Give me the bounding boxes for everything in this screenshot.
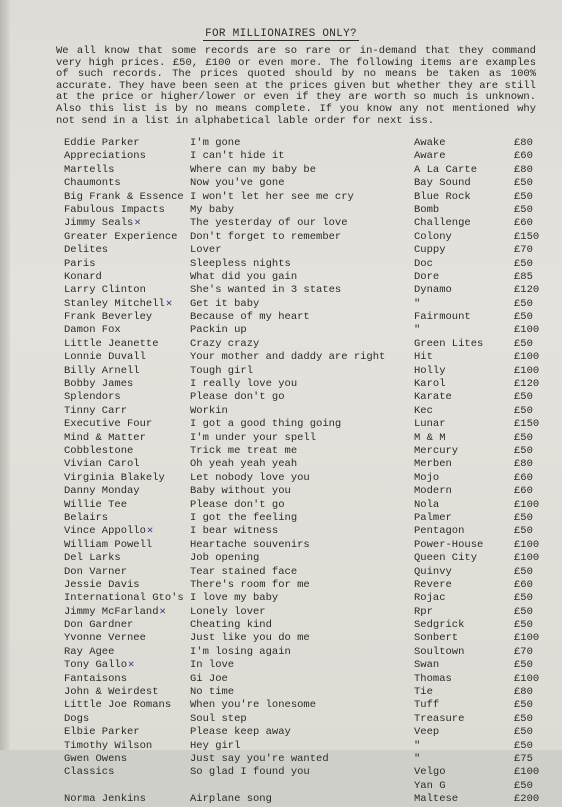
record-artist: Don Varner	[64, 565, 128, 578]
record-row	[0, 458, 562, 471]
record-label: "	[414, 752, 421, 765]
record-title: When you're lonesome	[190, 699, 317, 712]
pen-mark: ✕	[128, 659, 135, 672]
record-price: £60	[514, 150, 533, 163]
record-price: £80	[514, 163, 533, 176]
record-price: £50	[514, 511, 533, 524]
record-price: £85	[514, 270, 533, 283]
record-artist: Classics	[64, 766, 115, 779]
record-row	[0, 552, 562, 565]
record-artist: Big Frank & Essence	[64, 190, 184, 203]
record-artist: Bobby James	[64, 378, 134, 391]
record-price: £80	[514, 686, 533, 699]
record-title: Lonely lover	[190, 605, 266, 618]
record-artist	[64, 525, 153, 538]
record-price: £100	[514, 324, 540, 337]
record-title: Gi Joe	[190, 672, 228, 685]
record-row	[0, 740, 562, 753]
record-price: £100	[514, 672, 540, 685]
record-row	[0, 298, 562, 311]
record-title: Please don't go	[190, 498, 285, 511]
record-artist: Belairs	[64, 511, 109, 524]
record-price: £50	[514, 311, 533, 324]
record-title: Baby without you	[190, 485, 291, 498]
record-price: £100	[514, 538, 540, 551]
record-row	[0, 485, 562, 498]
record-label: Tie	[414, 686, 433, 699]
record-title: Let nobody love you	[190, 471, 310, 484]
record-price: £100	[514, 766, 540, 779]
record-row	[0, 164, 562, 177]
record-price: £50	[514, 605, 533, 618]
record-title: The yesterday of our love	[190, 217, 348, 230]
record-title: Now you've gone	[190, 177, 285, 190]
record-artist: Paris	[64, 257, 96, 270]
record-label: Pentagon	[414, 525, 465, 538]
record-title: What did you gain	[190, 270, 298, 283]
record-label: M & M	[414, 431, 446, 444]
record-row	[0, 780, 562, 793]
record-label: Power-House	[414, 538, 484, 551]
record-price: £70	[514, 244, 533, 257]
record-price: £120	[514, 284, 540, 297]
record-artist: Fantaisons	[64, 672, 128, 685]
record-row	[0, 632, 562, 645]
record-artist	[64, 298, 172, 311]
record-row	[0, 686, 562, 699]
record-row	[0, 472, 562, 485]
record-label: Colony	[414, 230, 452, 243]
record-label: Maltese	[414, 793, 459, 806]
record-artist: International Gto's	[64, 592, 184, 605]
record-row	[0, 592, 562, 605]
record-row	[0, 191, 562, 204]
record-title: Just like you do me	[190, 632, 310, 645]
record-label: Nola	[414, 498, 440, 511]
record-row	[0, 244, 562, 257]
record-row	[0, 311, 562, 324]
record-title: Your mother and daddy are right	[190, 351, 386, 364]
record-row	[0, 338, 562, 351]
record-row	[0, 351, 562, 364]
record-artist: Don Gardner	[64, 619, 134, 632]
record-artist: Executive Four	[64, 418, 153, 431]
record-label: Karate	[414, 391, 452, 404]
record-price: £50	[514, 659, 533, 672]
record-title: Packin up	[190, 324, 247, 337]
record-label: Swan	[414, 659, 440, 672]
record-row	[0, 231, 562, 244]
record-title: I got a good thing going	[190, 418, 342, 431]
record-row	[0, 324, 562, 337]
record-label: Queen City	[414, 552, 478, 565]
record-row	[0, 137, 562, 150]
record-row	[0, 713, 562, 726]
record-price: £50	[514, 203, 533, 216]
record-row	[0, 539, 562, 552]
record-label: "	[414, 297, 421, 310]
record-label: Rojac	[414, 592, 446, 605]
intro-paragraph	[56, 46, 536, 127]
record-artist: Elbie Parker	[64, 726, 140, 739]
record-title: Soul step	[190, 712, 247, 725]
record-label: Green Lites	[414, 337, 484, 350]
record-label: Challenge	[414, 217, 471, 230]
record-artist: Larry Clinton	[64, 284, 146, 297]
record-title: Get it baby	[190, 297, 260, 310]
record-artist: Little Joe Romans	[64, 699, 172, 712]
record-row	[0, 258, 562, 271]
record-artist: Mind & Matter	[64, 431, 146, 444]
record-label: Holly	[414, 364, 446, 377]
record-label: Quinvy	[414, 565, 452, 578]
record-artist: Martells	[64, 163, 115, 176]
record-label: Tuff	[414, 699, 440, 712]
record-label: Doc	[414, 257, 433, 270]
record-label: Cuppy	[414, 244, 446, 257]
record-row	[0, 432, 562, 445]
document-title	[0, 28, 562, 40]
record-title: Tough girl	[190, 364, 254, 377]
record-title: Sleepless nights	[190, 257, 291, 270]
record-price: £50	[514, 565, 533, 578]
record-row	[0, 217, 562, 230]
record-row	[0, 271, 562, 284]
record-title: Workin	[190, 404, 228, 417]
record-artist	[64, 659, 134, 672]
record-title: I got the feeling	[190, 511, 298, 524]
record-price: £150	[514, 230, 540, 243]
record-price: £50	[514, 177, 533, 190]
record-title: She's wanted in 3 states	[190, 284, 342, 297]
record-row	[0, 726, 562, 739]
record-price: £80	[514, 458, 533, 471]
record-title: Crazy crazy	[190, 337, 260, 350]
record-artist: Vivian Carol	[64, 458, 140, 471]
record-artist: Damon Fox	[64, 324, 121, 337]
record-label: Dore	[414, 270, 440, 283]
record-title: Lover	[190, 244, 222, 257]
record-label: Karol	[414, 378, 446, 391]
record-artist-name: Tony Gallo	[64, 659, 128, 672]
record-title: I bear witness	[190, 525, 279, 538]
record-price: £60	[514, 471, 533, 484]
record-artist: Tinny Carr	[64, 404, 128, 417]
record-artist-name: Vince Appollo	[64, 525, 146, 538]
record-price: £50	[514, 726, 533, 739]
record-price: £50	[514, 337, 533, 350]
record-price: £75	[514, 752, 533, 765]
record-label: A La Carte	[414, 163, 478, 176]
record-row	[0, 445, 562, 458]
record-artist: John & Weirdest	[64, 686, 159, 699]
record-title: I can't hide it	[190, 150, 285, 163]
record-label: Kec	[414, 404, 433, 417]
record-artist: Frank Beverley	[64, 311, 153, 324]
record-label: Lunar	[414, 418, 446, 431]
record-title: I'm under your spell	[190, 431, 317, 444]
record-row	[0, 391, 562, 404]
record-artist: Fabulous Impacts	[64, 203, 165, 216]
record-label: Sedgrick	[414, 619, 465, 632]
intro-text: We all know that some records are so rare or in-demand that they command very high prices. £50, £100 or even more. The following items are examples of such records. The prices quoted should by no means be taken as 100% accurate. They have been seen at the prices given but whether they are still at the price or higher/lower or even if they are worth so much is unknown. Also this list is by no means complete. If you know any not mentioned why not send in a list in alphabetical lable order for next iss.	[56, 45, 536, 127]
record-price: £50	[514, 190, 533, 203]
record-price: £50	[514, 619, 533, 632]
record-price: £50	[514, 525, 533, 538]
record-artist	[64, 217, 141, 230]
pen-mark: ✕	[146, 525, 154, 538]
record-title: Trick me treat me	[190, 444, 298, 457]
record-title: Just say you're wanted	[190, 752, 329, 765]
record-label: Yan G	[414, 779, 446, 792]
record-title: Oh yeah yeah yeah	[190, 458, 298, 471]
record-artist: Appreciations	[64, 150, 146, 163]
record-row	[0, 378, 562, 391]
record-title: I'm gone	[190, 137, 241, 149]
record-artist: Eddie Parker	[64, 137, 140, 149]
pen-mark: ✕	[159, 605, 166, 618]
record-artist: Konard	[64, 270, 102, 283]
record-row	[0, 566, 562, 579]
record-title: Tear stained face	[190, 565, 298, 578]
record-price: £50	[514, 592, 533, 605]
record-title: So glad I found you	[190, 766, 310, 779]
record-label: Soultown	[414, 645, 465, 658]
record-title: Don't forget to remember	[190, 230, 342, 243]
record-row	[0, 525, 562, 538]
pen-mark: ✕	[165, 297, 173, 310]
record-price: £120	[514, 378, 540, 391]
pen-mark: ✕	[134, 217, 141, 230]
record-artist: Virginia Blakely	[64, 471, 165, 484]
record-label: Treasure	[414, 712, 465, 725]
record-artist: Ray Agee	[64, 645, 115, 658]
record-label: Merben	[414, 458, 452, 471]
record-row	[0, 619, 562, 632]
record-row	[0, 646, 562, 659]
record-artist: Jessie Davis	[64, 578, 140, 591]
record-price: £50	[514, 444, 533, 457]
record-artist: Dogs	[64, 712, 90, 725]
record-row	[0, 766, 562, 779]
record-label: Hit	[414, 351, 433, 364]
record-row	[0, 753, 562, 766]
record-title: Because of my heart	[190, 311, 310, 324]
record-title: Hey girl	[190, 739, 241, 752]
record-row	[0, 405, 562, 418]
record-label: Mercury	[414, 444, 459, 457]
record-price: £50	[514, 739, 533, 752]
record-title: In love	[190, 659, 235, 672]
record-artist: Willie Tee	[64, 498, 128, 511]
record-artist: Delites	[64, 244, 109, 257]
record-price: £50	[514, 404, 533, 417]
record-price: £80	[514, 137, 533, 149]
record-label: Dynamo	[414, 284, 452, 297]
record-row	[0, 512, 562, 525]
record-row	[0, 579, 562, 592]
record-title: I love my baby	[190, 592, 279, 605]
record-price: £50	[514, 257, 533, 270]
record-price: £100	[514, 632, 540, 645]
record-artist: Gwen Owens	[64, 752, 128, 765]
record-artist: Greater Experience	[64, 230, 178, 243]
record-title: Please keep away	[190, 726, 291, 739]
record-label: "	[414, 739, 421, 752]
record-row	[0, 499, 562, 512]
record-label: Veep	[414, 726, 440, 739]
record-artist: Billy Arnell	[64, 364, 140, 377]
record-label: Bay Sound	[414, 177, 471, 190]
record-title: Heartache souvenirs	[190, 538, 310, 551]
record-label: Velgo	[414, 766, 446, 779]
record-label: Thomas	[414, 672, 452, 685]
record-artist	[64, 606, 166, 619]
record-price: £200	[514, 793, 540, 806]
record-price: £70	[514, 645, 533, 658]
record-title: My baby	[190, 203, 235, 216]
record-label: Modern	[414, 485, 452, 498]
record-price: £50	[514, 699, 533, 712]
record-price: £100	[514, 498, 540, 511]
record-price: £60	[514, 217, 533, 230]
record-row	[0, 659, 562, 672]
record-label: Fairmount	[414, 311, 471, 324]
record-row	[0, 177, 562, 190]
record-artist: Chaumonts	[64, 177, 121, 190]
record-price: £60	[514, 578, 533, 591]
record-label: Sonbert	[414, 632, 459, 645]
record-label: Aware	[414, 150, 446, 163]
record-artist-name: Jimmy McFarland	[64, 605, 159, 618]
record-label: "	[414, 324, 421, 337]
record-title: There's room for me	[190, 578, 310, 591]
record-price: £50	[514, 391, 533, 404]
record-list	[0, 137, 562, 807]
record-artist-name: Jimmy Seals	[64, 217, 134, 230]
record-row	[0, 418, 562, 431]
record-label: Mojo	[414, 471, 440, 484]
record-price: £60	[514, 485, 533, 498]
record-artist: Little Jeanette	[64, 337, 159, 350]
record-label: Palmer	[414, 511, 452, 524]
record-title: I really love you	[190, 378, 298, 391]
record-title: Please don't go	[190, 391, 285, 404]
record-price: £150	[514, 418, 540, 431]
record-title: No time	[190, 686, 235, 699]
record-artist: Splendors	[64, 391, 121, 404]
record-title: Cheating kind	[190, 619, 272, 632]
record-label: Revere	[414, 578, 452, 591]
record-row	[0, 284, 562, 297]
record-artist: Timothy Wilson	[64, 739, 153, 752]
record-artist-name: Stanley Mitchell	[64, 297, 165, 310]
record-label: Blue Rock	[414, 190, 471, 203]
record-row	[0, 699, 562, 712]
record-title: I'm losing again	[190, 645, 291, 658]
record-label: Bomb	[414, 203, 440, 216]
record-price: £100	[514, 364, 540, 377]
record-label: Awake	[414, 137, 446, 149]
record-price: £50	[514, 779, 533, 792]
record-price: £50	[514, 431, 533, 444]
record-price: £50	[514, 712, 533, 725]
title-text: FOR MILLIONAIRES ONLY?	[205, 28, 357, 40]
record-artist: Cobblestone	[64, 444, 134, 457]
record-artist: Danny Monday	[64, 485, 140, 498]
record-row	[0, 204, 562, 217]
record-title: Where can my baby be	[190, 163, 317, 176]
record-artist: Del Larks	[64, 552, 121, 565]
record-row	[0, 606, 562, 619]
record-price: £100	[514, 552, 540, 565]
record-artist: Lonnie Duvall	[64, 351, 146, 364]
record-price: £50	[514, 297, 533, 310]
record-row	[0, 150, 562, 163]
record-price: £100	[514, 351, 540, 364]
record-label: Rpr	[414, 605, 433, 618]
record-title: Airplane song	[190, 793, 272, 806]
record-title: I won't let her see me cry	[190, 190, 354, 203]
record-artist: William Powell	[64, 538, 153, 551]
record-row	[0, 365, 562, 378]
record-artist: Norma Jenkins	[64, 793, 146, 806]
record-title: Job opening	[190, 552, 260, 565]
record-row	[0, 793, 562, 806]
record-artist: Yvonne Vernee	[64, 632, 146, 645]
record-row	[0, 673, 562, 686]
